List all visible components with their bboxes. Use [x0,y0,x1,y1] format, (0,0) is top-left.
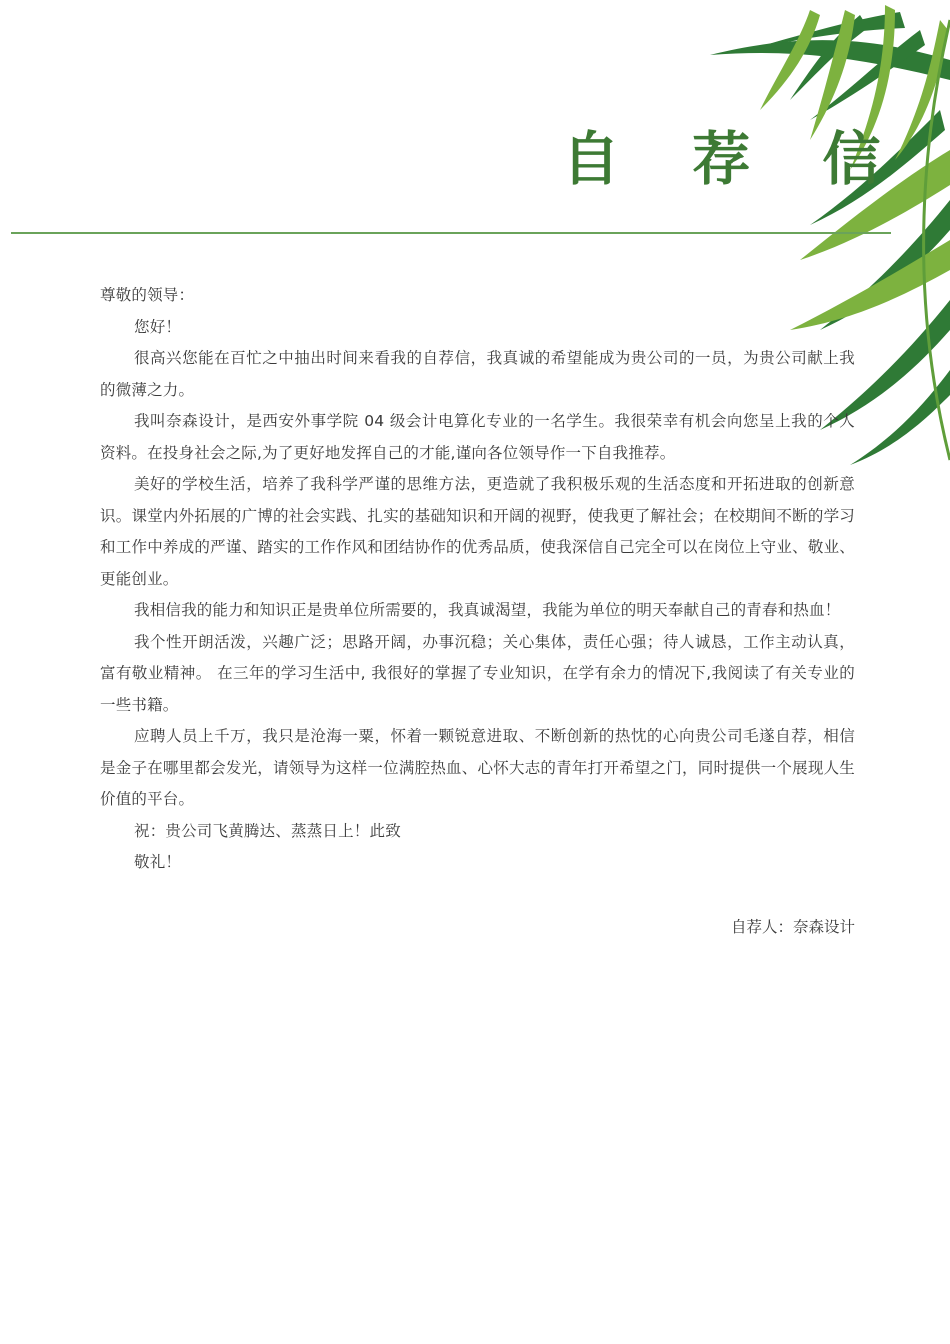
salutation: 尊敬的领导： [100,286,195,304]
paragraph: 我相信我的能力和知识正是贵单位所需要的，我真诚渴望，我能为单位的明天奉献自己的青春和热血！ [134,601,841,619]
paragraph: 很高兴您能在百忙之中抽出时间来看我的自荐信，我真诚的希望能成为贵公司的一员，为贵公司献上我的微薄之力。 [100,349,855,399]
paragraph: 我叫奈森设计，是西安外事学院 04 级会计电算化专业的一名学生。我很荣幸有机会向您呈上我的个人资料。在投身社会之际,为了更好地发挥自己的才能,谨向各位领导作一下自我推荐。 [100,412,855,462]
signature: 自荐人：奈森设计 [730,918,855,936]
divider [11,232,891,234]
paragraph: 应聘人员上千万，我只是沧海一粟，怀着一颗锐意进取、不断创新的热忱的心向贵公司毛遂自荐，相信是金子在哪里都会发光，请领导为这样一位满腔热血、心怀大志的青年打开希望之门，同时提供一个展现人生价值的平台。 [100,727,855,808]
closing: 敬礼！ [134,853,182,871]
paragraph: 美好的学校生活，培养了我科学严谨的思维方法，更造就了我积极乐观的生活态度和开拓进取的创新意识。课堂内外拓展的广博的社会实践、扎实的基础知识和开阔的视野，使我更了解社会；在校期间不断的学习和工作中养成的严谨、踏实的工作作风和团结协作的优秀品质，使我深信自己完全可以在岗位上守业、敬业、更能创业。 [100,475,855,588]
paragraph: 我个性开朗活泼，兴趣广泛；思路开阔，办事沉稳；关心集体，责任心强；待人诚恳，工作主动认真，富有敬业精神。 在三年的学习生活中, 我很好的掌握了专业知识，在学有余力的情况下,我阅读了有关专业的一些书籍。 [100,632,855,714]
greeting: 您好！ [134,317,182,336]
letter-body [100,280,855,879]
wish-line: 祝：贵公司飞黄腾达、蒸蒸日上！此致 [134,821,401,840]
page-title: 自 荐 信 [562,125,907,193]
